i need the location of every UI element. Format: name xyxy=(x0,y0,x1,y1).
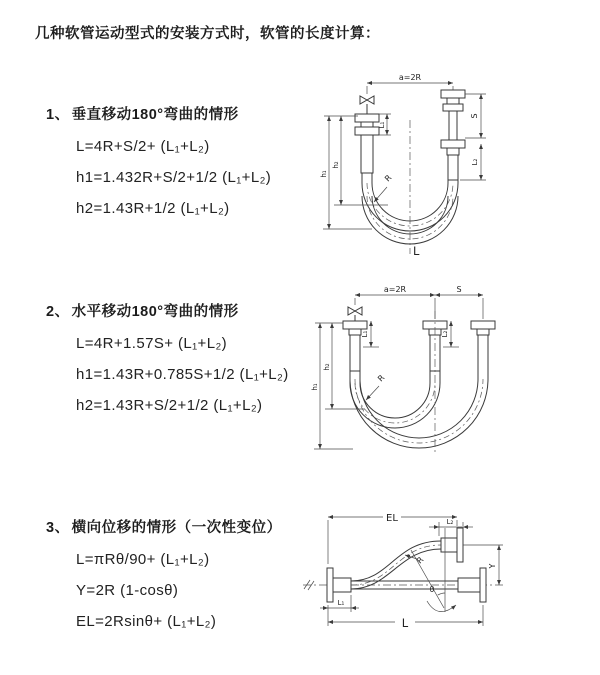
dim-label-l: L xyxy=(401,616,409,630)
right-flange xyxy=(458,568,486,602)
section-title: 水平移动180°弯曲的情形 xyxy=(71,304,239,320)
diagram-lateral-displacement xyxy=(295,500,595,655)
valve-icon xyxy=(360,96,374,114)
dim-label-l: L xyxy=(413,244,420,258)
dim-label-l2: L₂ xyxy=(446,518,454,526)
section-title: 横向位移的情形（一次性变位） xyxy=(71,520,282,536)
dim-label-l2: L₂ xyxy=(471,158,479,166)
formula: h2=1.43R+1/2 (L₁+L₂) xyxy=(76,200,230,217)
dim-label-el: EL xyxy=(386,513,398,524)
dim-label-r: R xyxy=(415,555,426,566)
dim-label-l2: L₂ xyxy=(441,330,449,338)
dim-radius xyxy=(374,173,394,202)
dim-top-span xyxy=(367,73,453,94)
formula: h2=1.43R+S/2+1/2 (L₁+L₂) xyxy=(76,397,263,414)
left-pipe-fitting xyxy=(355,114,379,173)
section-title: 垂直移动180°弯曲的情形 xyxy=(71,107,239,123)
formula: h1=1.43R+0.785S+1/2 (L₁+L₂) xyxy=(76,366,289,383)
right-pipe-fitting xyxy=(441,90,465,180)
dim-el xyxy=(328,513,457,564)
dim-radius xyxy=(405,555,426,566)
dim-label-s: S xyxy=(470,113,479,119)
section-heading xyxy=(46,516,306,537)
formula: h1=1.432R+S/2+1/2 (L₁+L₂) xyxy=(76,169,272,186)
dim-label-r: R xyxy=(376,373,387,384)
dim-label-l1: L₁ xyxy=(337,599,345,607)
section-number: 1、 xyxy=(46,107,70,123)
page-title: 几种软管运动型式的安装方式时，软管的长度计算： xyxy=(35,26,380,42)
section-heading xyxy=(46,103,306,124)
dim-label-theta: θ xyxy=(429,585,435,594)
formula: L=πRθ/90+ (L₁+L₂) xyxy=(76,551,210,568)
section-number: 3、 xyxy=(46,520,70,536)
valve-icon xyxy=(348,307,362,321)
section-number: 2、 xyxy=(46,304,70,320)
section-heading xyxy=(46,300,306,321)
section-lateral-displacement xyxy=(46,516,306,630)
dim-label-h2: h₂ xyxy=(332,161,340,169)
top-flange xyxy=(441,528,463,562)
dim-label-l1: L₁ xyxy=(378,121,386,129)
diagram-horizontal-bend xyxy=(305,283,595,463)
dim-l1 xyxy=(320,595,359,612)
dim-l2 xyxy=(429,518,473,536)
dim-top-span xyxy=(355,285,483,319)
curved-hose xyxy=(351,541,441,589)
dim-right-side xyxy=(460,94,486,180)
formula: Y=2R (1-cosθ) xyxy=(76,582,179,599)
section-vertical-bend xyxy=(46,103,306,217)
formula: EL=2Rsinθ+ (L₁+L₂) xyxy=(76,613,217,630)
dim-label-h1: h₁ xyxy=(311,383,319,391)
dim-label-a2r: a=2R xyxy=(383,285,407,294)
dim-label-r: R xyxy=(383,173,394,184)
right-pipe-fitting xyxy=(471,321,495,379)
left-pipe-fitting xyxy=(343,321,367,371)
dim-l1 xyxy=(378,114,391,135)
dim-label-y: Y xyxy=(488,563,497,569)
dim-radius xyxy=(366,373,387,400)
dim-label-a2r: a=2R xyxy=(398,73,422,82)
dim-label-h1: h₁ xyxy=(320,170,328,178)
section-horizontal-bend xyxy=(46,300,306,414)
formula: L=4R+1.57S+ (L₁+L₂) xyxy=(76,335,228,352)
dim-label-l1: L₁ xyxy=(361,330,369,338)
diagram-vertical-bend xyxy=(310,68,590,263)
dim-label-h2: h₂ xyxy=(323,363,331,371)
left-flange xyxy=(327,568,351,602)
formula: L=4R+S/2+ (L₁+L₂) xyxy=(76,138,210,155)
dim-label-s: S xyxy=(456,285,462,294)
